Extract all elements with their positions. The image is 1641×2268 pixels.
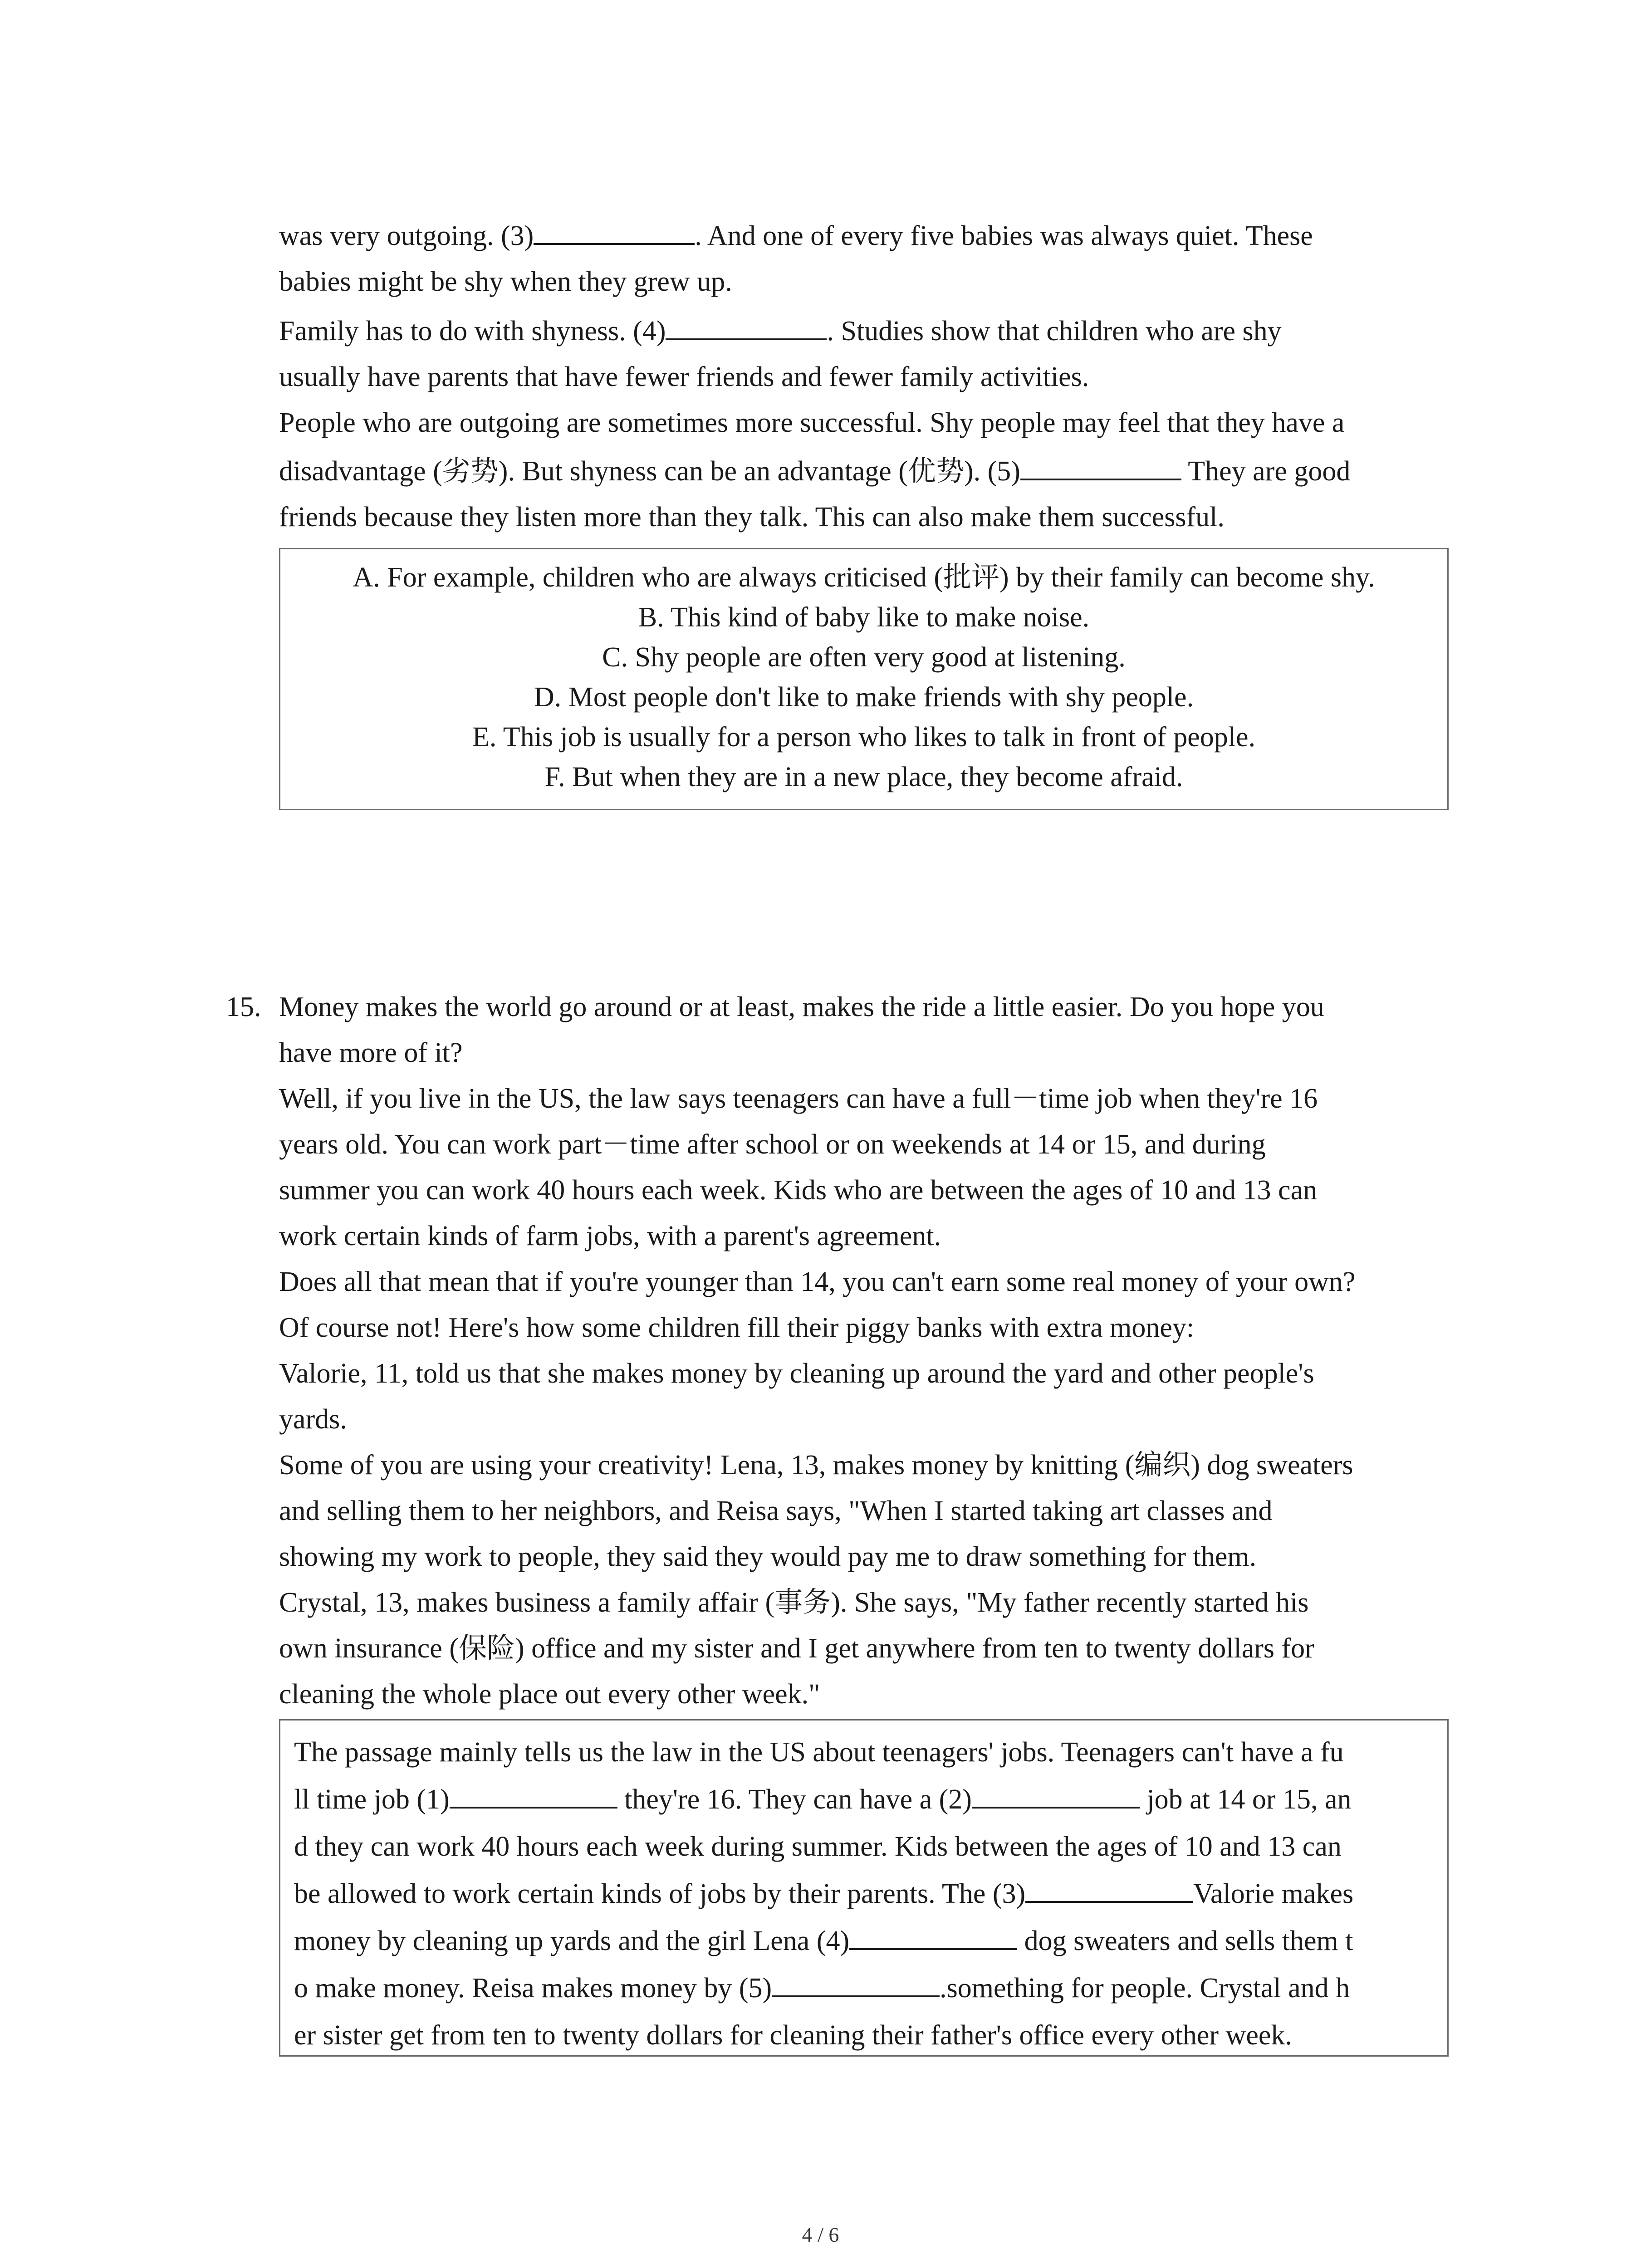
text: dog sweaters and sells them t xyxy=(1017,1926,1353,1956)
text: .something for people. Crystal and h xyxy=(940,1973,1350,2004)
text: disadvantage (劣势). But shyness can be an advantage (优势). (5) xyxy=(279,456,1020,487)
passage-line: years old. You can work part－time after school or on weekends at 14 or 15, and during xyxy=(279,1129,1266,1160)
text: o make money. Reisa makes money by (5) xyxy=(294,1973,772,2004)
text: . Studies show that children who are shy xyxy=(827,316,1282,347)
summary-blank-5[interactable] xyxy=(772,1972,940,1997)
summary-blank-2[interactable] xyxy=(972,1783,1140,1809)
passage-15 xyxy=(279,984,1450,1717)
options-box xyxy=(279,548,1449,810)
summary-line: d they can work 40 hours each week during summer. Kids between the ages of 10 and 13 can xyxy=(294,1831,1342,1862)
passage-line: Some of you are using your creativity! Lena, 13, makes money by knitting (编织) dog sweaters xyxy=(279,1450,1353,1481)
summary-line xyxy=(294,1870,1438,1917)
passage-line: showing my work to people, they said they would pay me to draw something for them. xyxy=(279,1541,1257,1572)
option-d: D. Most people don't like to make friends with shy people. xyxy=(534,682,1194,713)
text: . And one of every five babies was always quiet. These xyxy=(695,220,1313,251)
summary-blank-3[interactable] xyxy=(1025,1877,1193,1903)
summary-blank-4[interactable] xyxy=(849,1925,1017,1950)
blank-5[interactable] xyxy=(1020,455,1181,480)
passage-line: work certain kinds of farm jobs, with a parent's agreement. xyxy=(279,1221,941,1251)
summary-blank-1[interactable] xyxy=(450,1783,617,1809)
summary-line xyxy=(294,1965,1438,2012)
summary-box xyxy=(279,1719,1449,2057)
passage-line: have more of it? xyxy=(279,1037,463,1068)
passage-line: Of course not! Here's how some children fill their piggy banks with extra money: xyxy=(279,1312,1195,1343)
text: job at 14 or 15, an xyxy=(1139,1784,1352,1815)
passage-line: Crystal, 13, makes business a family affair (事务). She says, "My father recently started his xyxy=(279,1587,1309,1618)
passage-line: babies might be shy when they grew up. xyxy=(279,266,732,297)
passage-line: summer you can work 40 hours each week. Kids who are between the ages of 10 and 13 can xyxy=(279,1175,1318,1206)
question-number: 15. xyxy=(226,992,261,1022)
text: money by cleaning up yards and the girl Lena (4) xyxy=(294,1926,850,1956)
text: they're 16. They can have a (2) xyxy=(617,1784,972,1815)
passage-line: Does all that mean that if you're younger than 14, you can't earn some real money of your own? xyxy=(279,1266,1356,1297)
option-e: E. This job is usually for a person who likes to talk in front of people. xyxy=(472,722,1255,753)
passage-line: Valorie, 11, told us that she makes money by cleaning up around the yard and other people's xyxy=(279,1358,1314,1389)
blank-3[interactable] xyxy=(534,220,695,245)
summary-line: er sister get from ten to twenty dollars for cleaning their father's office every other week. xyxy=(294,2020,1292,2051)
passage-line xyxy=(279,449,1450,494)
summary-line: The passage mainly tells us the law in the US about teenagers' jobs. Teenagers can't have a fu xyxy=(294,1737,1344,1768)
passage-line xyxy=(279,213,1450,259)
summary-line xyxy=(294,1917,1438,1965)
passage-line: friends because they listen more than they talk. This can also make them successful. xyxy=(279,502,1225,533)
option-f: F. But when they are in a new place, they become afraid. xyxy=(544,762,1183,792)
option-c: C. Shy people are often very good at listening. xyxy=(602,642,1126,673)
summary-line xyxy=(294,1776,1438,1823)
passage-line: and selling them to her neighbors, and Reisa says, "When I started taking art classes and xyxy=(279,1496,1273,1526)
passage-line: Money makes the world go around or at least, makes the ride a little easier. Do you hope you xyxy=(279,992,1324,1022)
text: Family has to do with shyness. (4) xyxy=(279,316,666,347)
passage-line: cleaning the whole place out every other week." xyxy=(279,1679,820,1710)
passage-line: People who are outgoing are sometimes more successful. Shy people may feel that they have a xyxy=(279,407,1345,438)
text: Valorie makes xyxy=(1193,1878,1354,1909)
blank-4[interactable] xyxy=(666,315,827,340)
page-number: 4 / 6 xyxy=(802,2223,839,2246)
text: be allowed to work certain kinds of jobs by their parents. The (3) xyxy=(294,1878,1026,1909)
text: was very outgoing. (3) xyxy=(279,220,534,251)
passage-line: own insurance (保险) office and my sister and I get anywhere from ten to twenty dollars for xyxy=(279,1633,1314,1664)
passage-line: yards. xyxy=(279,1404,347,1435)
passage-line: usually have parents that have fewer friends and fewer family activities. xyxy=(279,362,1089,392)
passage-line xyxy=(279,308,1450,354)
passage-line: Well, if you live in the US, the law says teenagers can have a full－time job when they're 16 xyxy=(279,1083,1318,1114)
passage-14-continued xyxy=(279,213,1450,540)
option-b: B. This kind of baby like to make noise. xyxy=(638,602,1090,633)
option-a: A. For example, children who are always criticised (批评) by their family can become shy. xyxy=(353,562,1375,593)
text: ll time job (1) xyxy=(294,1784,450,1815)
text: They are good xyxy=(1181,456,1351,487)
